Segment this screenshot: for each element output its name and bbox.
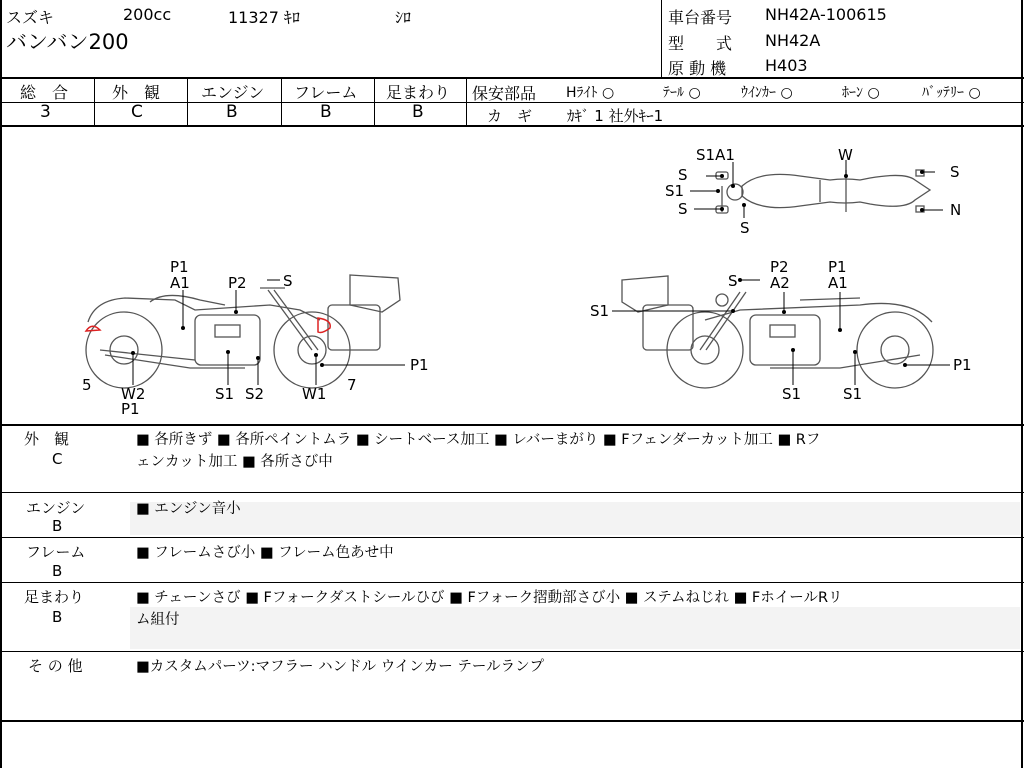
key-label: カ ギ bbox=[487, 107, 533, 125]
remark-grade-engine: B bbox=[52, 517, 63, 535]
top-label-s-upper: S bbox=[678, 166, 688, 184]
remark-sep-4 bbox=[0, 651, 1024, 652]
type-label: 型 式 bbox=[668, 34, 733, 53]
color: ｼﾛ bbox=[395, 8, 412, 27]
maker: スズキ bbox=[6, 8, 55, 27]
top-label-w: W bbox=[838, 146, 853, 164]
remark-sep-2 bbox=[0, 537, 1024, 538]
engine-label: 原 動 機 bbox=[668, 59, 727, 78]
grade-value-engine: B bbox=[226, 102, 238, 122]
right-label-a1: A1 bbox=[828, 274, 848, 292]
top-view-bike bbox=[716, 170, 930, 213]
right-side-bike bbox=[622, 276, 933, 388]
grade-value-suspension: B bbox=[412, 102, 424, 122]
grade-label-frame: フレーム bbox=[294, 83, 358, 102]
left-label-s2: S2 bbox=[245, 385, 265, 403]
right-label-s1-left: S1 bbox=[590, 302, 610, 320]
remark-text-frame: ■ フレームさび小 ■ フレーム色あせ中 bbox=[136, 545, 394, 561]
remark-text-exterior-2: ェンカット加工 ■ 各所さび中 bbox=[136, 454, 333, 470]
remark-title-exterior: 外 観 bbox=[24, 430, 70, 448]
engine-value: H403 bbox=[765, 56, 808, 75]
type-value: NH42A bbox=[765, 31, 821, 50]
grade-label-engine: エンジン bbox=[201, 83, 265, 102]
grade-value-overall: 3 bbox=[40, 102, 51, 122]
right-label-a2: A2 bbox=[770, 274, 790, 292]
remark-text-suspension-2: ム組付 bbox=[136, 612, 180, 628]
safety-winker: ｳｲﾝｶｰ ○ bbox=[741, 85, 793, 101]
safety-horn-mark: ○ bbox=[867, 85, 880, 101]
left-label-5: 5 bbox=[82, 376, 92, 394]
right-label-s: S bbox=[728, 272, 738, 290]
right-label-s1-a: S1 bbox=[782, 385, 802, 403]
safety-label: 保安部品 bbox=[472, 84, 537, 103]
top-label-s-lower: S bbox=[678, 200, 688, 218]
remark-text-engine: ■ エンジン音小 bbox=[136, 501, 241, 517]
remark-grade-frame: B bbox=[52, 562, 63, 580]
safety-headlight-mark: ○ bbox=[601, 85, 615, 101]
top-label-s-bottom: S bbox=[740, 219, 750, 237]
key-value: ｶｷﾞ 1 社外ｷｰ1 bbox=[567, 107, 664, 125]
left-label-w2: W2 bbox=[121, 385, 146, 403]
remark-sep-1 bbox=[0, 492, 1024, 493]
remark-text-suspension-1: ■ チェーンさび ■ Fフォークダストシールひび ■ Fフォーク摺動部さび小 ■ ステムねじれ ■ FホイールRリ bbox=[136, 590, 843, 606]
safety-tail-mark: ○ bbox=[688, 85, 701, 101]
remark-grade-exterior: C bbox=[52, 450, 63, 468]
left-label-p1-bottom: P1 bbox=[121, 400, 140, 418]
grade-value-exterior: C bbox=[131, 102, 143, 122]
grade-label-suspension: 足まわり bbox=[386, 83, 451, 102]
right-label-p1-right: P1 bbox=[953, 356, 972, 374]
remark-text-exterior-1: ■ 各所きず ■ 各所ペイントムラ ■ シートベース加工 ■ レバーまがり ■ Fフェンダーカット加工 ■ Rフ bbox=[136, 432, 821, 448]
safety-winker-mark: ○ bbox=[780, 85, 793, 101]
remark-title-other: そ の 他 bbox=[28, 657, 83, 675]
remark-text-other: ■カスタムパーツ:マフラー ハンドル ウインカー テールランプ bbox=[136, 659, 545, 675]
remark-title-engine: エンジン bbox=[26, 499, 86, 517]
left-label-p2: P2 bbox=[228, 274, 247, 292]
safety-tail: ﾃｰﾙ ○ bbox=[663, 85, 701, 101]
remark-shade-engine bbox=[130, 502, 1020, 535]
left-label-w1: W1 bbox=[302, 385, 327, 403]
remark-sep-3 bbox=[0, 582, 1024, 583]
remark-title-frame: フレーム bbox=[26, 543, 86, 561]
top-label-n: N bbox=[950, 201, 962, 219]
top-label-s-right: S bbox=[950, 163, 960, 181]
grade-value-frame: B bbox=[320, 102, 332, 122]
model-name: バンバン200 bbox=[6, 30, 129, 54]
remark-title-suspension: 足まわり bbox=[24, 588, 85, 606]
safety-battery-mark: ○ bbox=[968, 85, 981, 101]
remark-shade-suspension bbox=[130, 607, 1020, 649]
safety-battery: ﾊﾞｯﾃﾘｰ ○ bbox=[922, 85, 981, 101]
frame-label: 車台番号 bbox=[668, 8, 733, 27]
left-label-s: S bbox=[283, 272, 293, 290]
top-label-s1: S1 bbox=[665, 182, 685, 200]
left-label-a1: A1 bbox=[170, 274, 190, 292]
safety-horn: ﾎｰﾝ ○ bbox=[842, 85, 880, 101]
frame-number: NH42A-100615 bbox=[765, 5, 887, 24]
right-label-p1-top: P1 bbox=[828, 258, 847, 276]
left-label-7: 7 bbox=[347, 376, 357, 394]
grade-label-overall: 総 合 bbox=[20, 83, 69, 102]
left-label-p1-right: P1 bbox=[410, 356, 429, 374]
safety-headlight: Hﾗｲﾄ ○ bbox=[566, 85, 615, 101]
displacement: 200cc bbox=[123, 5, 172, 24]
right-label-p2: P2 bbox=[770, 258, 789, 276]
remark-grade-suspension: B bbox=[52, 608, 63, 626]
left-label-s1: S1 bbox=[215, 385, 235, 403]
right-label-s1-b: S1 bbox=[843, 385, 863, 403]
left-label-p1-top: P1 bbox=[170, 258, 189, 276]
mileage: 11327 ｷﾛ bbox=[228, 8, 300, 27]
top-label-s1a1: S1A1 bbox=[696, 146, 735, 164]
grade-label-exterior: 外 観 bbox=[112, 83, 161, 102]
